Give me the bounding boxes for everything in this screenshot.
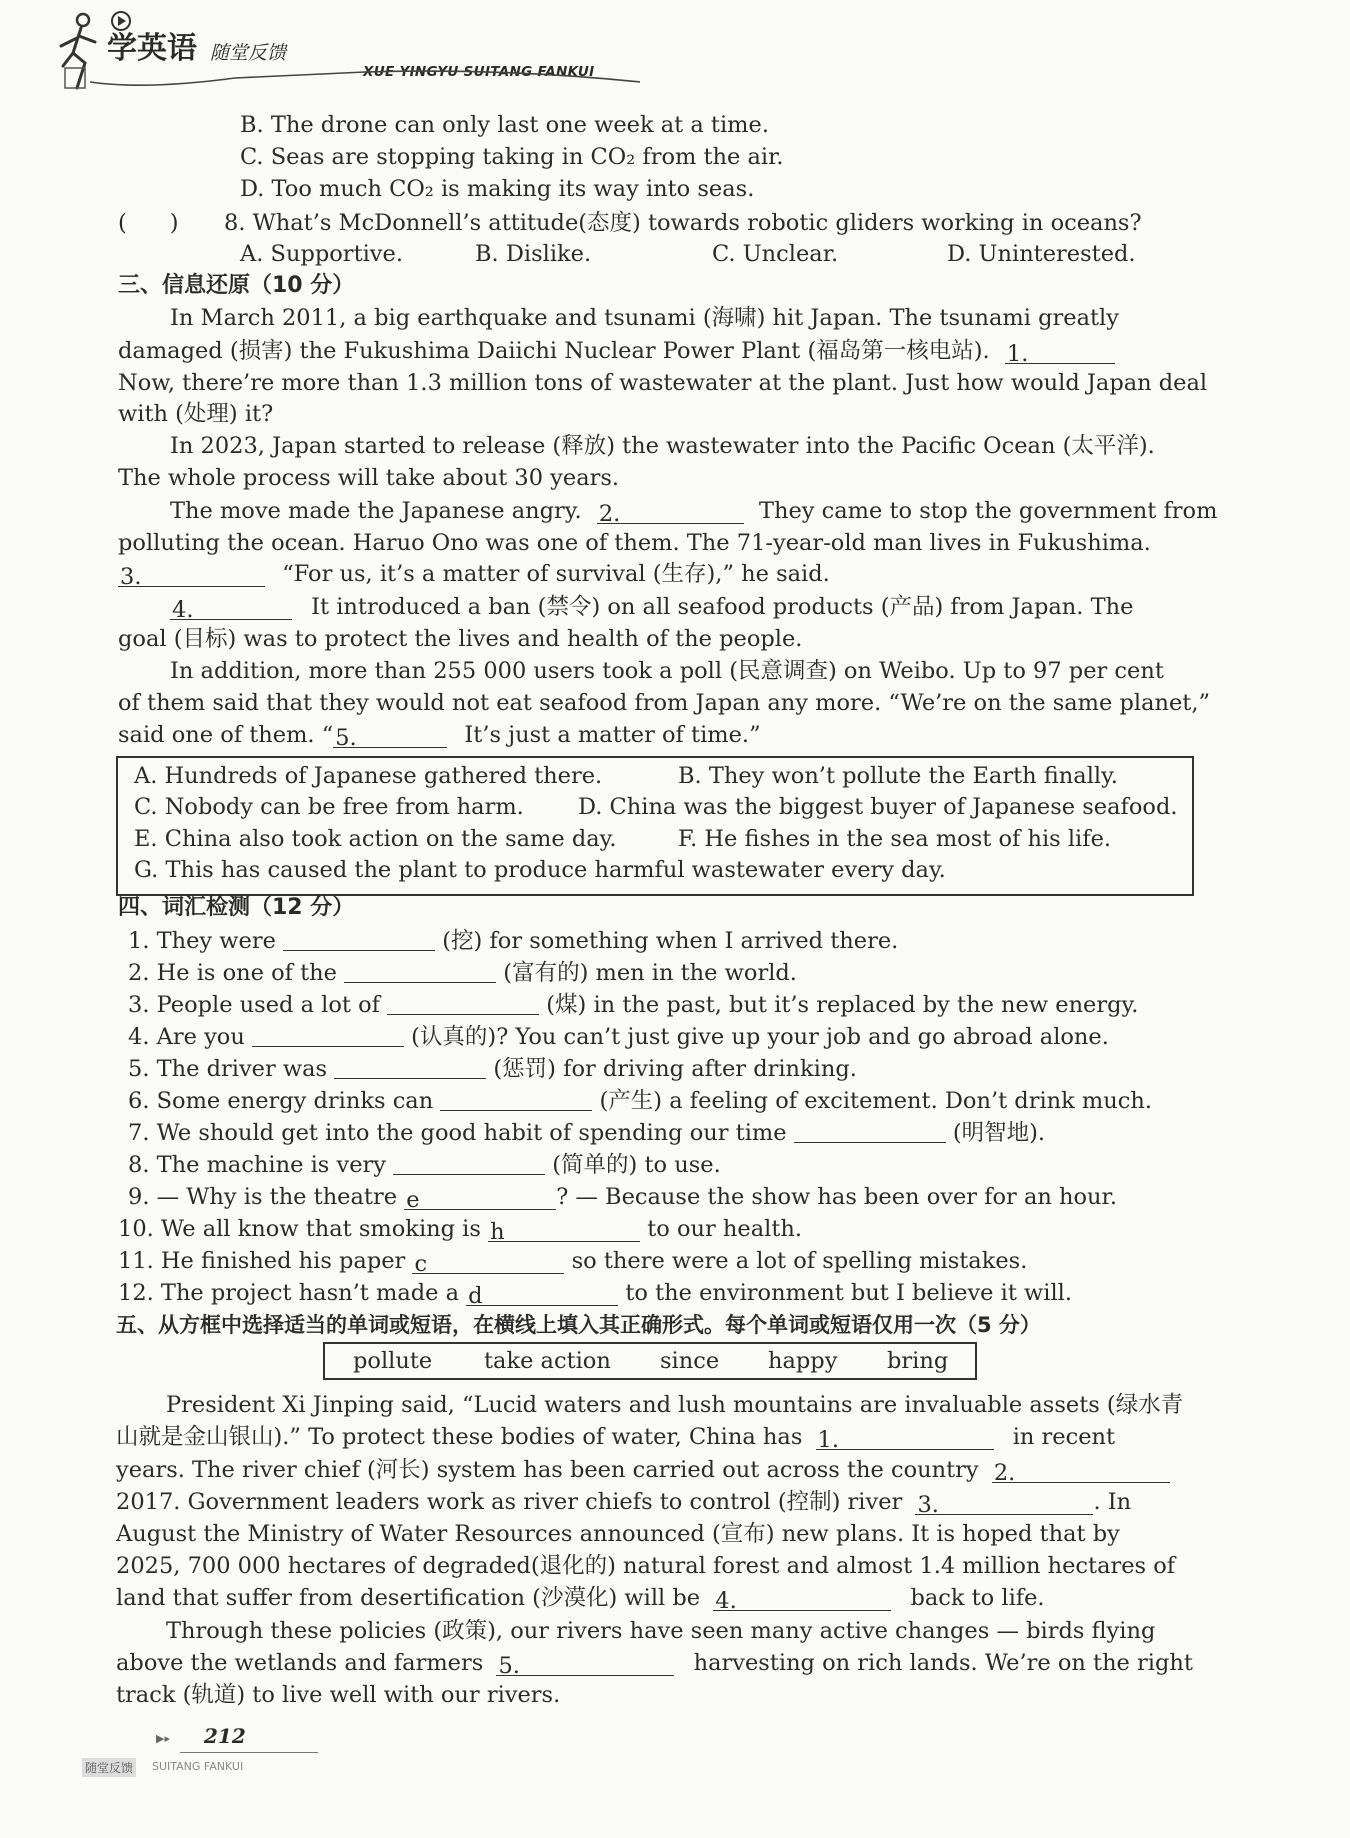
s3-blank-1[interactable]: 1. [1005,343,1115,364]
vocab-blank-3[interactable] [387,994,539,1015]
s3-p5-line3: said one of them. “5. It’s just a matter of time.” [118,722,761,751]
s3-p3-line3: 3. “For us, it’s a matter of survival (生存),” he said. [120,561,830,590]
s3-p1-line4: with (处理) it? [118,401,274,427]
footer-rule [180,1752,318,1753]
section4-heading: 四、词汇检测（12 分） [118,895,355,920]
header-pinyin: XUE YINGYU SUITANG FANKUI [363,64,595,80]
s5-word-bring: bring [887,1348,949,1374]
vocab-item-11: 11. He finished his paper c so there were a lot of spelling mistakes. [118,1248,1028,1277]
vocab-item-3: 3. People used a lot of (煤) in the past, but it’s replaced by the new energy. [128,992,1139,1018]
vocab-item-4: 4. Are you (认真的)? You can’t just give up your job and go abroad alone. [128,1024,1109,1050]
vocab-item-7: 7. We should get into the good habit of spending our time (明智地). [128,1120,1046,1146]
s3-p1-line1: In March 2011, a big earthquake and tsunami (海啸) hit Japan. The tsunami greatly [170,305,1119,331]
vocab-item-1: 1. They were (挖) for something when I arrived there. [128,928,899,954]
vocab-blank-6[interactable] [440,1090,592,1111]
s3-p3-line2: polluting the ocean. Haruo Ono was one of them. The 71-year-old man lives in Fukushima. [118,530,1151,556]
s3-option-e: E. China also took action on the same day. [134,826,617,852]
footer-label-cn: 随堂反馈 [82,1758,136,1777]
page-footer [80,1724,320,1784]
s3-option-a: A. Hundreds of Japanese gathered there. [134,763,603,789]
double-arrow-icon: ▶▸ [156,1732,170,1745]
q8-answer-paren[interactable]: ( ) [118,210,179,236]
vocab-item-12: 12. The project hasn’t made a d to the environment but I believe it will. [118,1280,1073,1309]
s5-word-since: since [660,1348,720,1374]
s5-p2-line1: Through these policies (政策), our rivers have seen many active changes — birds flying [166,1618,1156,1644]
s5-p1-line2: 山就是金山银山).” To protect these bodies of water, China has 1. in recent [116,1424,1116,1453]
s3-option-c: C. Nobody can be free from harm. [134,794,524,820]
s3-p4-line1: 4. It introduced a ban (禁令) on all seafood products (产品) from Japan. The [172,594,1134,623]
header-swoosh [85,60,645,90]
q7-option-c: C. Seas are stopping taking in CO₂ from the air. [240,144,784,170]
s5-blank-2[interactable]: 2. [992,1462,1170,1483]
vocab-item-5: 5. The driver was (惩罚) for driving after drinking. [128,1056,857,1082]
play-icon [110,10,132,32]
q8-option-a: A. Supportive. [240,241,403,267]
q8-option-c: C. Unclear. [712,241,839,267]
s3-p3-line1: The move made the Japanese angry. 2. They came to stop the government from [170,498,1218,527]
s5-blank-1[interactable]: 1. [816,1429,994,1450]
s3-p4-line2: goal (目标) was to protect the lives and health of the people. [118,626,803,652]
footer-label-en: SUITANG FANKUI [152,1760,244,1773]
page-number: 212 [204,1724,246,1748]
section3-heading: 三、信息还原（10 分） [118,273,355,298]
s3-blank-5[interactable]: 5. [333,727,447,748]
s5-p1-line1: President Xi Jinping said, “Lucid waters and lush mountains are invaluable assets (绿水青 [166,1392,1184,1418]
s3-blank-3[interactable]: 3. [118,566,265,587]
s5-blank-4[interactable]: 4. [713,1590,891,1611]
vocab-blank-12[interactable]: d [466,1285,618,1306]
vocab-blank-4[interactable] [252,1026,404,1047]
vocab-blank-10[interactable]: h [488,1221,640,1242]
header-title: 学英语 [107,31,197,66]
s5-word-take-action: take action [484,1348,611,1374]
section5-heading: 五、从方框中选择适当的单词或短语，在横线上填入其正确形式。每个单词或短语仅用一次（5 分） [116,1313,1041,1337]
s3-blank-4[interactable]: 4. [170,599,292,620]
header-subtitle: 随堂反馈 [210,42,287,64]
q7-option-b: B. The drone can only last one week at a time. [240,112,769,138]
s5-p1-line3: years. The river chief (河长) system has been carried out across the country 2. [116,1459,1170,1483]
vocab-blank-8[interactable] [393,1154,545,1175]
vocab-blank-5[interactable] [334,1058,486,1079]
q8-stem: 8. What’s McDonnell’s attitude(态度) towards robotic gliders working in oceans? [224,210,1142,236]
s5-p1-line6: 2025, 700 000 hectares of degraded(退化的) natural forest and almost 1.4 million hectares of [116,1553,1176,1579]
s5-word-pollute: pollute [353,1348,433,1374]
q7-option-d: D. Too much CO₂ is making its way into seas. [240,176,755,202]
s5-p2-line2: above the wetlands and farmers 5. harvesting on rich lands. We’re on the right [116,1650,1193,1679]
s5-blank-5[interactable]: 5. [496,1655,674,1676]
page-header [55,8,655,98]
s5-blank-3[interactable]: 3. [915,1494,1093,1515]
s3-p5-line2: of them said that they would not eat seafood from Japan any more. “We’re on the same planet,” [118,690,1210,716]
vocab-blank-9[interactable]: e [404,1189,556,1210]
vocab-blank-7[interactable] [794,1122,946,1143]
vocab-blank-2[interactable] [344,962,496,983]
s3-option-d: D. China was the biggest buyer of Japanese seafood. [578,794,1178,820]
vocab-item-2: 2. He is one of the (富有的) men in the world. [128,960,797,986]
vocab-blank-1[interactable] [283,930,435,951]
s5-p1-line5: August the Ministry of Water Resources announced (宣布) new plans. It is hoped that by [116,1521,1120,1547]
q8-option-d: D. Uninterested. [947,241,1136,267]
vocab-item-6: 6. Some energy drinks can (产生) a feeling of excitement. Don’t drink much. [128,1088,1152,1114]
s3-p1-line2: damaged (损害) the Fukushima Daiichi Nuclear Power Plant (福岛第一核电站). 1. [118,340,1115,364]
s3-option-f: F. He fishes in the sea most of his life. [678,826,1112,852]
s3-p1-line3: Now, there’re more than 1.3 million tons of wastewater at the plant. Just how would Japan deal [118,370,1208,396]
s3-p5-line1: In addition, more than 255 000 users took a poll (民意调查) on Weibo. Up to 97 per cent [170,658,1164,684]
s5-p2-line3: track (轨道) to live well with our rivers. [116,1682,561,1708]
s3-option-g: G. This has caused the plant to produce harmful wastewater every day. [134,857,946,883]
vocab-item-10: 10. We all know that smoking is h to our health. [118,1216,803,1245]
s3-p2-line2: The whole process will take about 30 years. [118,465,620,491]
q8-option-b: B. Dislike. [475,241,592,267]
s3-p2-line1: In 2023, Japan started to release (释放) the wastewater into the Pacific Ocean (太平洋). [170,433,1155,459]
s3-blank-2[interactable]: 2. [597,503,744,524]
vocab-item-9: 9. — Why is the theatre e ? — Because the show has been over for an hour. [128,1184,1117,1213]
s3-option-b: B. They won’t pollute the Earth finally. [678,763,1118,789]
vocab-item-8: 8. The machine is very (简单的) to use. [128,1152,721,1178]
s5-p1-line7: land that suffer from desertification (沙漠化) will be 4. back to life. [116,1585,1045,1614]
s5-p1-line4: 2017. Government leaders work as river chiefs to control (控制) river 3. . In [116,1489,1132,1518]
s5-word-happy: happy [768,1348,838,1374]
vocab-blank-11[interactable]: c [412,1253,564,1274]
